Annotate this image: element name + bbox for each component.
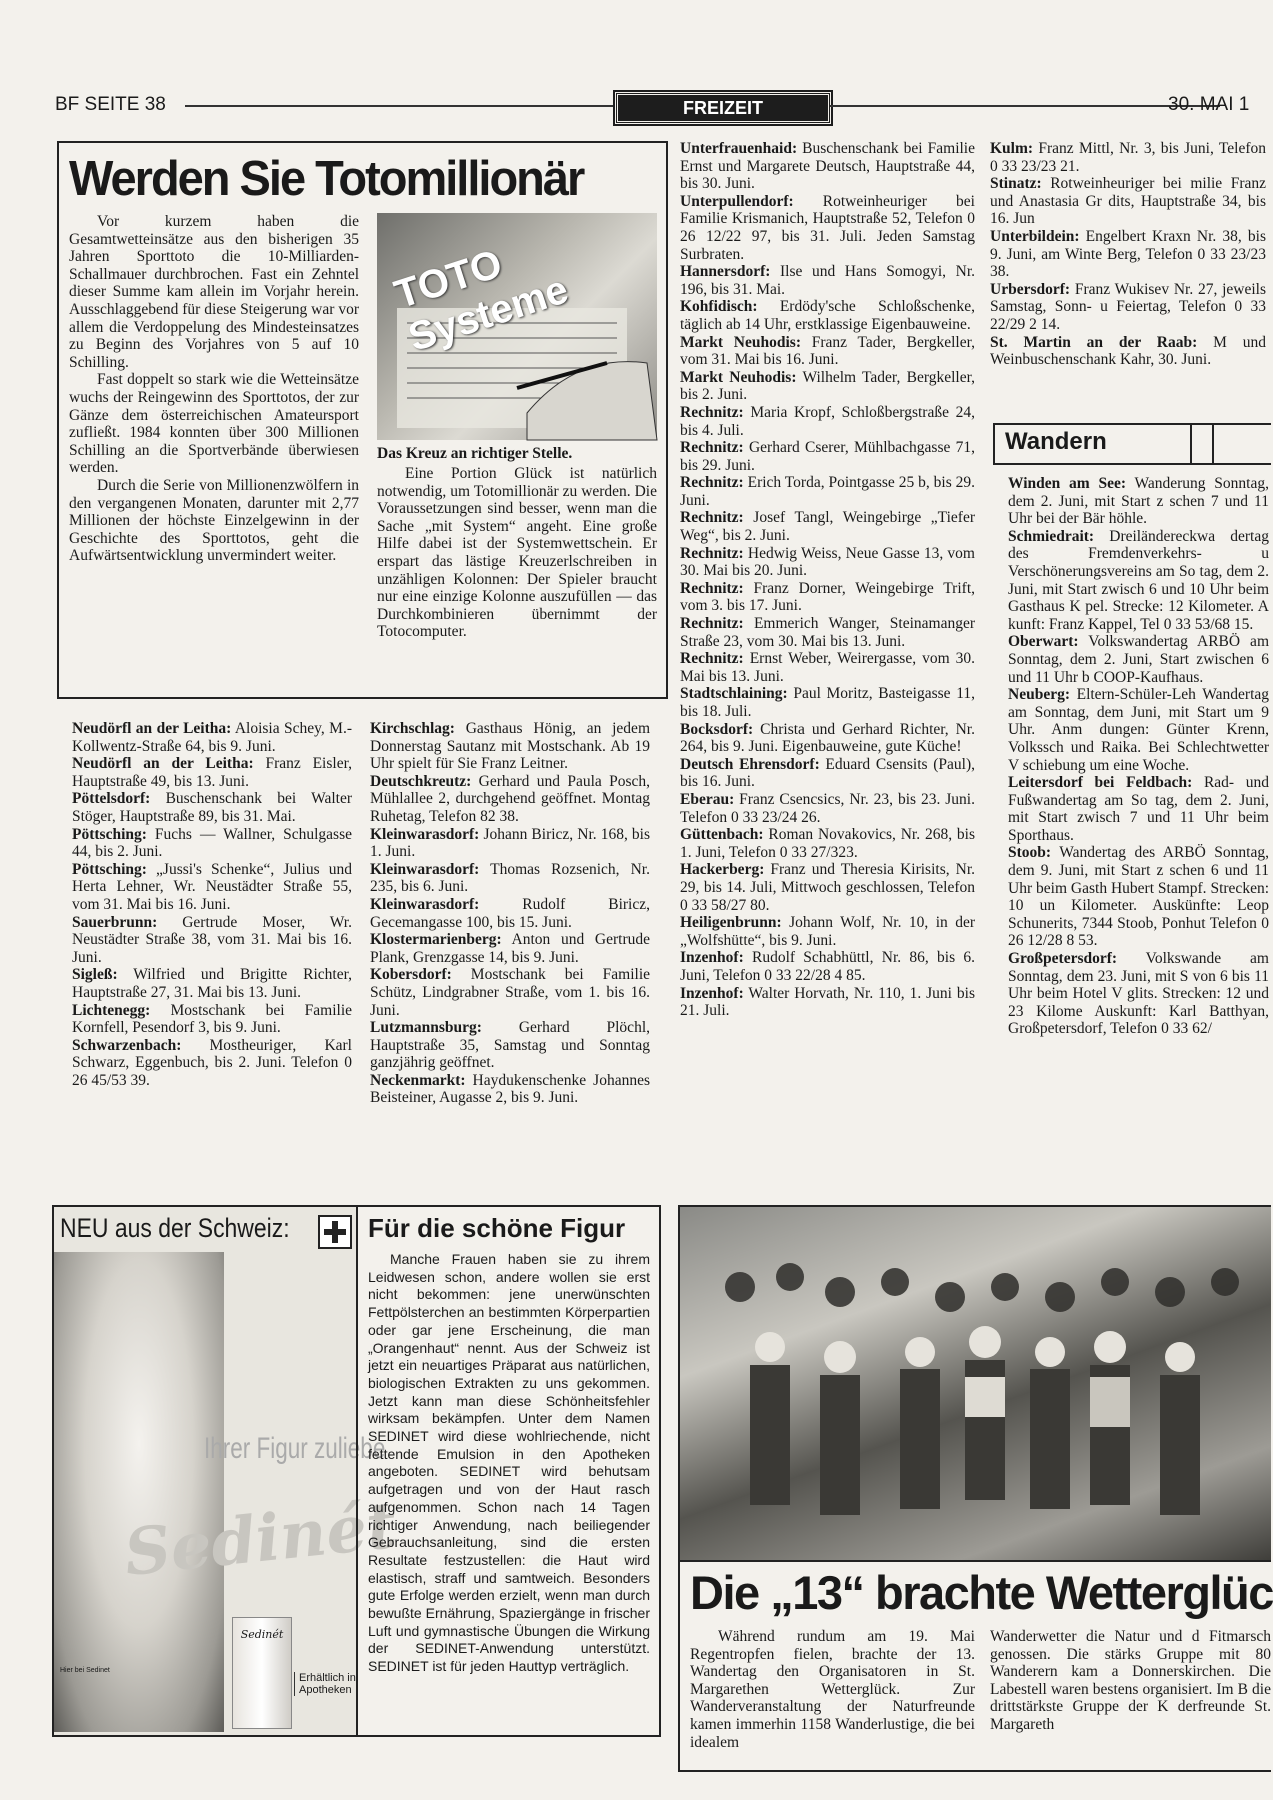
listing-entry (680, 826, 975, 861)
listing-entry (680, 474, 975, 509)
listing-place: Heiligenbrunn: (680, 914, 782, 932)
listing-details: Rudolf Biricz, Gecemangasse 100, bis 15. Juni. (370, 895, 650, 931)
listing-entry (680, 263, 975, 298)
listing-details: Franz Tader, Bergkeller, vom 31. Mai bis 16. Juni. (680, 333, 975, 369)
listing-entry (370, 826, 650, 861)
listing-entry (72, 914, 352, 967)
wandern-column (1008, 475, 1269, 1205)
listing-entry (72, 720, 352, 755)
listing-entry (680, 580, 975, 615)
listing-entry (990, 281, 1266, 334)
listing-entry (680, 791, 975, 826)
listing-entry (370, 1019, 650, 1072)
header-rule-right (830, 105, 1220, 107)
listing-place: Pöttsching: (72, 825, 147, 843)
toto-paragraph: Durch die Serie von Millionenzwölfern in den vergangenen Monaten, darunter mit 2,77 Millionen der höchste Einzelgewinn in der Geschichte des Sporttotos, geht die Aufwärtsentwicklung unvermindert weiter. (69, 476, 359, 565)
listing-entry (680, 721, 975, 756)
listing-place: Stinatz: (990, 175, 1042, 193)
listing-place: Deutschkreutz: (370, 772, 472, 790)
figur-headline: Für die schöne Figur (368, 1213, 626, 1243)
listing-entry (370, 896, 650, 931)
toto-body-right (377, 465, 657, 641)
ad-model-photo (54, 1252, 224, 1732)
wetter-headline: Die „13“ brachte Wetterglüc (690, 1566, 1273, 1619)
listing-details: Aloisia Schey, M.-Kollwentz-Straße 64, bis 9. Juni. (72, 720, 352, 755)
figur-body: Manche Frauen haben sie zu ihrem Leidwesen schon, andere wollen sie erst nicht bekommen: jene unerwünschten Fettpölsterchen an bestimmten Körperpartien oder gar jene Erscheinung, die man „Orangenhaut“ nennt. Aus der Schweiz ist jetzt ein neuartiges Präparat aus natürlichen, biologischen Extrakten zu uns gekommen. Jetzt kann man diese Schönheitsfehler wirksam bekämpfen. Unter dem Namen SEDINET wird diese wohlriechende, nicht fettende Emulsion in den Apotheken angeboten. SEDINET wird behutsam aufgetragen und von der Haut rasch aufgenommen. Schon nach 14 Tagen richtiger Anwendung, nach beiliegender Gebrauchsanleitung, sind die ersten Resultate festzustellen: die Haut wird elastisch, straff und samtweich. Besonders gute Erfolge werden erzielt, wenn man durch bewußte Ernährung, Spaziergänge in frischer Luft und gymnastische Übungen die Wirkung der SEDINET-Anwendung unterstützt. SEDINET ist für jeden Hauttyp verträglich. (368, 1251, 650, 1675)
listing-details: „Jussi's Schenke“, Julius und Herta Lehner, Wr. Neustädter Straße 55, vom 31. Mai bis 16. Juni. (72, 860, 352, 913)
listing-details: Rudolf Schabhüttl, Nr. 86, bis 6. Juni, Telefon 0 33 22/28 4 85. (680, 949, 975, 984)
ad-brand-logo: Sedinét (120, 1487, 400, 1592)
listing-entry (680, 650, 975, 685)
listing-details: Wilhelm Tader, Bergkeller, bis 2. Juni. (680, 368, 975, 404)
listing-entry (680, 193, 975, 263)
listing-place: Kleinwarasdorf: (370, 825, 480, 843)
listing-place: Unterbildein: (990, 227, 1080, 245)
listing-entry (680, 756, 975, 791)
listing-entry (680, 949, 975, 984)
listing-place: Lichtenegg: (72, 1001, 151, 1019)
listing-place: Schmiedrait: (1008, 527, 1095, 545)
listing-details: Emmerich Wanger, Steinamanger Straße 23, vom 30. Mai bis 13. Juni. (680, 615, 975, 650)
listing-place: Sigleß: (72, 966, 118, 984)
listing-entry (680, 369, 975, 404)
listing-entry (1008, 950, 1269, 1038)
listing-details: Mostheuriger, Karl Schwarz, Eggenbuch, bis 2. Juni. Telefon 0 26 45/53 39. (72, 1036, 352, 1089)
listing-entry (72, 790, 352, 825)
listing-details: Walter Horvath, Nr. 110, 1. Juni bis 21. Juli. (680, 984, 975, 1020)
section-label (615, 92, 831, 124)
listing-entry (1008, 844, 1269, 950)
listing-place: Urbersdorf: (990, 280, 1071, 298)
listing-place: Unterpullendorf: (680, 192, 794, 210)
listing-entry (72, 966, 352, 1001)
ad-small-print: Hier bei Sedinet (60, 1667, 110, 1674)
listing-place: Sauerbrunn: (72, 913, 158, 931)
listing-place: Pöttelsdorf: (72, 790, 151, 808)
listing-details: Rad- und Fußwandertag am So tag, dem 2. Juni, mit Start zwisch 7 und 11 Uhr beim Sporthaus. (1008, 774, 1269, 844)
toto-body-left (69, 213, 359, 565)
listing-place: Stadtschlaining: (680, 685, 788, 703)
listing-place: Markt Neuhodis: (680, 368, 797, 386)
listing-column-1 (72, 720, 352, 1089)
listing-entry (990, 334, 1266, 369)
listing-place: Kleinwarasdorf: (370, 895, 480, 913)
header-rule-left (185, 105, 615, 107)
listing-details: Eltern-Schüler-Leh Wandertag am Sonntag, dem Juni, mit Start um 9 Uhr. Anm dungen: Günter Krenn, Volkssch und Raika. Bei Schlechtwetter V schiebung um eine Woche. (1008, 686, 1269, 774)
listing-place: Rechnitz: (680, 650, 744, 668)
hiking-group-photo (678, 1205, 1271, 1562)
listing-entry (370, 773, 650, 826)
listing-details: Johann Wolf, Nr. 10, in der „Wolfshütte“, bis 9. Juni. (680, 914, 975, 949)
listing-place: Rechnitz: (680, 403, 744, 421)
listing-place: Bocksdorf: (680, 720, 754, 738)
listing-place: Kleinwarasdorf: (370, 860, 480, 878)
listing-details: Maria Kropf, Schloßbergstraße 24, bis 4. Juli. (680, 403, 975, 439)
listing-place: Rechnitz: (680, 474, 744, 492)
listing-entry (680, 334, 975, 369)
listing-details: Franz und Theresia Kirisits, Nr. 29, bis 14. Juli, Mittwoch geschlossen, Telefon 0 33 58/27 80. (680, 861, 975, 914)
toto-paragraph: Vor kurzem haben die Gesamtwetteinsätze aus den bisherigen 35 Jahren Sporttoto die 10-Milliarden-Schallmauer durchbrochen. Fast ein Zehntel dieser Summe kam allein im Vorjahr herein. Ausschlaggebend für diese Steigerung war vor allem die Verdoppelung des Mindesteinsatzes zu Beginn des Vorjahres von 5 auf 10 Schilling. (69, 213, 359, 371)
ad-availability: Erhältlich in Apotheken (294, 1672, 357, 1696)
toto-paragraph: Fast doppelt so stark wie die Wetteinsätze wuchs der Reingewinn des Sporttotos, der zur Gänze dem österreichischen Amateursport zufließt. 1984 konnten über 300 Millionen Schilling an die Sportverbände überwiesen werden. (69, 371, 359, 477)
sedinet-ad (52, 1205, 400, 1737)
listing-details: Buschenschank bei Familie Ernst und Margarete Deutsch, Hauptstraße 44, bis 30. Juni. (680, 140, 975, 193)
listing-place: Klostermarienberg: (370, 931, 502, 949)
listing-place: Pöttsching: (72, 860, 147, 878)
listing-details: Wandertag des ARBÖ Sonntag, dem 9. Juni, mit Start z schen 6 und 11 Uhr beim Gasth Hubert Stampf. Strecken: 10 un Kilometer. Auskünfte: Leop Schunerits, 7344 Stoob, Ponhut Telefon 0 26 12/28 8 53. (1008, 844, 1269, 950)
listing-place: Inzenhof: (680, 984, 744, 1002)
listing-entry (72, 861, 352, 914)
page-header (55, 92, 1269, 122)
listing-details: Gerhard und Paula Posch, Mühlallee 2, durchgehend geöffnet. Montag Ruhetag, Telefon 82 38. (370, 772, 650, 825)
listing-details: Fuchs — Wallner, Schulgasse 44, bis 2. Juni. (72, 825, 352, 861)
listing-entry (72, 755, 352, 790)
listing-entry (990, 175, 1266, 228)
listing-entry (370, 931, 650, 966)
listing-place: Hackerberg: (680, 861, 765, 879)
listing-details: Volkswandertag ARBÖ am Sonntag, dem 2. Juni, Start zwischen 6 und 11 Uhr b COOP-Kaufhaus. (1008, 633, 1269, 686)
listing-details: Roman Novakovics, Nr. 268, bis 1. Juni, Telefon 0 33 27/323. (680, 826, 975, 861)
listing-details: Gertrude Moser, Wr. Neustädter Straße 38, vom 31. Mai bis 16. Juni. (72, 913, 352, 966)
listing-details: Gerhard Cserer, Mühlbachgasse 71, bis 29. Juni. (680, 439, 975, 474)
listing-entry (370, 1072, 650, 1107)
listing-details: Josef Tangl, Weingebirge „Tiefer Weg“, bis 2. Juni. (680, 509, 975, 545)
listing-details: Thomas Rozsenich, Nr. 235, bis 6. Juni. (370, 860, 650, 896)
listing-place: Großpetersdorf: (1008, 950, 1118, 968)
listing-details: Haydukenschenke Johannes Beisteiner, Augasse 2, bis 9. Juni. (370, 1071, 650, 1107)
listing-entry (72, 826, 352, 861)
listing-column-4 (990, 140, 1266, 430)
toto-photo (377, 213, 657, 440)
listing-details: Franz Wukisev Nr. 27, jeweils Samstag, Sonn- u Feiertag, Telefon 0 33 22/29 2 14. (990, 280, 1266, 333)
listing-place: Winden am See: (1008, 475, 1126, 492)
toto-paragraph: Eine Portion Glück ist natürlich notwendig, um Totomillionär zu werden. Die Voraussetzungen sind besser, wenn man die Sache „mit System“ angeht. Eine große Hilfe dabei ist der Systemwettschein. Er erspart das lästige Kreuzerlschreiben in unzähligen Kolonnen: Der Spieler braucht nur eine einzige Kolonne auszufüllen — das Durchkombinieren übernimmt der Totocomputer. (377, 465, 657, 641)
listing-details: Gasthaus Hönig, an jedem Donnerstag Sautanz mit Mostschank. Ab 19 Uhr spielt für Sie Franz Leitner. (370, 720, 650, 773)
listing-place: Hannersdorf: (680, 263, 771, 281)
listing-place: Rechnitz: (680, 615, 744, 633)
page-date: 30. MAI 1 (1168, 94, 1250, 115)
ad-tagline: Ihrer Figur zuliebe (204, 1432, 386, 1465)
listing-place: Oberwart: (1008, 633, 1079, 651)
listing-details: Eduard Csensits (Paul), bis 16. Juni. (680, 755, 975, 791)
listing-details: Rotweinheuriger bei Familie Krismanich, Hauptstraße 52, Telefon 0 26 12/22 97, bis 31. Juli. Jeden Samstag Surbraten. (680, 192, 975, 263)
listing-place: Unterfrauenhaid: (680, 140, 798, 157)
listing-place: Neudörfl an der Leitha: (72, 755, 254, 773)
listing-details: Franz Mittl, Nr. 3, bis Juni, Telefon 0 33 23/23 21. (990, 140, 1266, 175)
listing-details: Volkswande am Sonntag, dem 23. Juni, mit S von 6 bis 11 Uhr beim Hotel V glits. Strecken: 12 und 23 Kilome Auskunft: Karl Batthyan, Großpetersdorf, Telefon 0 33 62/ (1008, 950, 1269, 1038)
listing-place: Eberau: (680, 790, 735, 808)
listing-place: Schwarzenbach: (72, 1036, 182, 1054)
toto-photo-logo: TOTO Systeme (389, 241, 574, 361)
listing-entry (680, 298, 975, 333)
listing-details: Erdödy'sche Schloßschenke, täglich ab 14 Uhr, erstklassige Eigenbauweine. (680, 298, 975, 333)
listing-details: Ernst Weber, Weirergasse, vom 30. Mai bis 13. Juni. (680, 650, 975, 685)
ad-product-pack (232, 1617, 292, 1729)
listing-details: Franz Eisler, Hauptstraße 49, bis 13. Juni. (72, 755, 352, 790)
listing-place: Neudörfl an der Leitha: (72, 720, 232, 737)
listing-place: Inzenhof: (680, 949, 744, 967)
listing-place: Rechnitz: (680, 544, 744, 562)
toto-headline: Werden Sie Totomillionär (69, 149, 584, 206)
listing-entry (680, 509, 975, 544)
listing-place: Markt Neuhodis: (680, 333, 801, 351)
listing-place: Kobersdorf: (370, 966, 452, 984)
listing-entry (680, 615, 975, 650)
listing-entry (1008, 633, 1269, 686)
listing-details: Rotweinheuriger bei milie Franz und Anastasia Gr dits, Hauptstraße 34, bis 16. Jun (990, 175, 1266, 228)
listing-entry (1008, 774, 1269, 844)
listing-entry (1008, 686, 1269, 774)
listing-details: Christa und Gerhard Richter, Nr. 264, bis 9. Juni. Eigenbauweine, gute Küche! (680, 720, 975, 756)
listing-entry (370, 861, 650, 896)
listing-entry (1008, 475, 1269, 528)
listing-place: Neckenmarkt: (370, 1071, 466, 1089)
listing-entry (990, 140, 1266, 175)
wetter-paragraph: Während rundum am 19. Mai Regentropfen fielen, brachte der 13. Wandertag den Organisatoren in St. Margarethen Wetterglück. Zur Wanderveranstaltung der Naturfreunde kamen immerhin 1158 Wanderlustige, die bei idealem (690, 1628, 975, 1751)
listing-details: Wanderung Sonntag, dem 2. Juni, mit Start z schen 7 und 11 Uhr bei der Bär höhle. (1008, 475, 1269, 528)
listing-details: Mostschank bei Familie Schütz, Lindgrabner Straße, vom 1. bis 16. Juni. (370, 966, 650, 1019)
listing-place: Lutzmannsburg: (370, 1019, 482, 1037)
listing-details: Mostschank bei Familie Kornfell, Pesendorf 3, bis 9. Juni. (72, 1001, 352, 1037)
listing-details: Hedwig Weiss, Neue Gasse 13, vom 30. Mai bis 20. Juni. (680, 544, 975, 580)
listing-details: Paul Moritz, Basteigasse 11, bis 18. Juli. (680, 685, 975, 720)
listing-entry (680, 140, 975, 193)
listing-entry (370, 720, 650, 773)
wandern-heading-box (993, 423, 1271, 465)
listing-place: Rechnitz: (680, 509, 744, 527)
section-label-text: FREIZEIT (683, 98, 763, 118)
toto-article (57, 141, 668, 699)
listing-place: St. Martin an der Raab: (990, 333, 1198, 351)
swiss-cross-icon (318, 1215, 352, 1249)
listing-place: Deutsch Ehrensdorf: (680, 755, 820, 773)
listing-entry (680, 439, 975, 474)
listing-details: Anton und Gertrude Plank, Grenzgasse 14, bis 9. Juni. (370, 931, 650, 966)
listing-details: Ilse und Hans Somogyi, Nr. 196, bis 31. Mai. (680, 263, 975, 298)
listing-entry (680, 685, 975, 720)
wetter-body-left (690, 1628, 975, 1751)
listing-details: Wilfried und Brigitte Richter, Hauptstraße 27, 31. Mai bis 13. Juni. (72, 966, 352, 1001)
listing-place: Neuberg: (1008, 686, 1070, 704)
ad-pack-label: Sedinét (240, 1628, 284, 1641)
listing-details: Franz Dorner, Weingebirge Trift, vom 3. bis 17. Juni. (680, 579, 975, 615)
listing-details: Buschenschank bei Walter Stöger, Hauptstraße 89, bis 31. Mai. (72, 790, 352, 825)
listing-place: Kulm: (990, 140, 1034, 157)
listing-place: Kohfidisch: (680, 298, 758, 316)
listing-details: Dreiländereckwa dertag des Fremdenverkehrs- u Verschönerungsvereins am So tag, dem 2. Juni, mit Start zwisch 6 und 10 Uhr beim Gasthaus K pel. Strecke: 12 Kilometer. A kunft: Franz Kappel, Tel 0 33 53/68 15. (1008, 527, 1269, 633)
listing-place: Stoob: (1008, 844, 1052, 862)
listing-details: Johann Biricz, Nr. 168, bis 1. Juni. (370, 825, 650, 861)
listing-entry (72, 1002, 352, 1037)
listing-details: Erich Torda, Pointgasse 25 b, bis 29. Juni. (680, 474, 975, 509)
listing-place: Kirchschlag: (370, 720, 455, 737)
figur-article (356, 1205, 661, 1737)
listing-details: M und Weinbuschenschank Kahr, 30. Juni. (990, 333, 1266, 369)
listing-entry (990, 228, 1266, 281)
listing-details: Franz Csencsics, Nr. 23, bis 23. Juni. Telefon 0 33 23/24 26. (680, 790, 975, 826)
listing-place: Leitersdorf bei Feldbach: (1008, 774, 1193, 792)
ad-headline: NEU aus der Schweiz: (60, 1213, 290, 1243)
page-number: BF SEITE 38 (55, 94, 166, 115)
listing-entry (680, 861, 975, 914)
listing-column-2 (370, 720, 650, 1107)
listing-entry (1008, 528, 1269, 634)
wandern-title: Wandern (1005, 428, 1107, 455)
listing-details: Engelbert Kraxn Nr. 38, bis 9. Juni, am Winte Berg, Telefon 0 33 23/23 38. (990, 227, 1266, 281)
listing-entry (370, 966, 650, 1019)
wandern-divider (1190, 425, 1214, 463)
listing-entry (680, 914, 975, 949)
listing-place: Rechnitz: (680, 439, 744, 457)
listing-details: Gerhard Plöchl, Hauptstraße 35, Samstag und Sonntag ganzjährig geöffnet. (370, 1019, 650, 1072)
listing-column-3 (680, 140, 975, 1020)
hiking-group-graphic (680, 1207, 1271, 1560)
listing-entry (72, 1037, 352, 1090)
listing-entry (680, 545, 975, 580)
wetter-article (678, 1560, 1271, 1772)
listing-place: Rechnitz: (680, 579, 744, 597)
listing-entry (680, 985, 975, 1020)
toto-caption: Das Kreuz an richtiger Stelle. (377, 445, 573, 462)
listing-entry (680, 404, 975, 439)
wetter-body-right: Wanderwetter die Natur und d Fitmarsch genossen. Die stärks Gruppe mit 80 Wanderern kam a Donnerskirchen. Die Labestell waren bestens organisiert. Im B die drittstärkste Gruppe der K derfreunde St. Margareth (990, 1628, 1271, 1733)
listing-place: Güttenbach: (680, 826, 764, 844)
